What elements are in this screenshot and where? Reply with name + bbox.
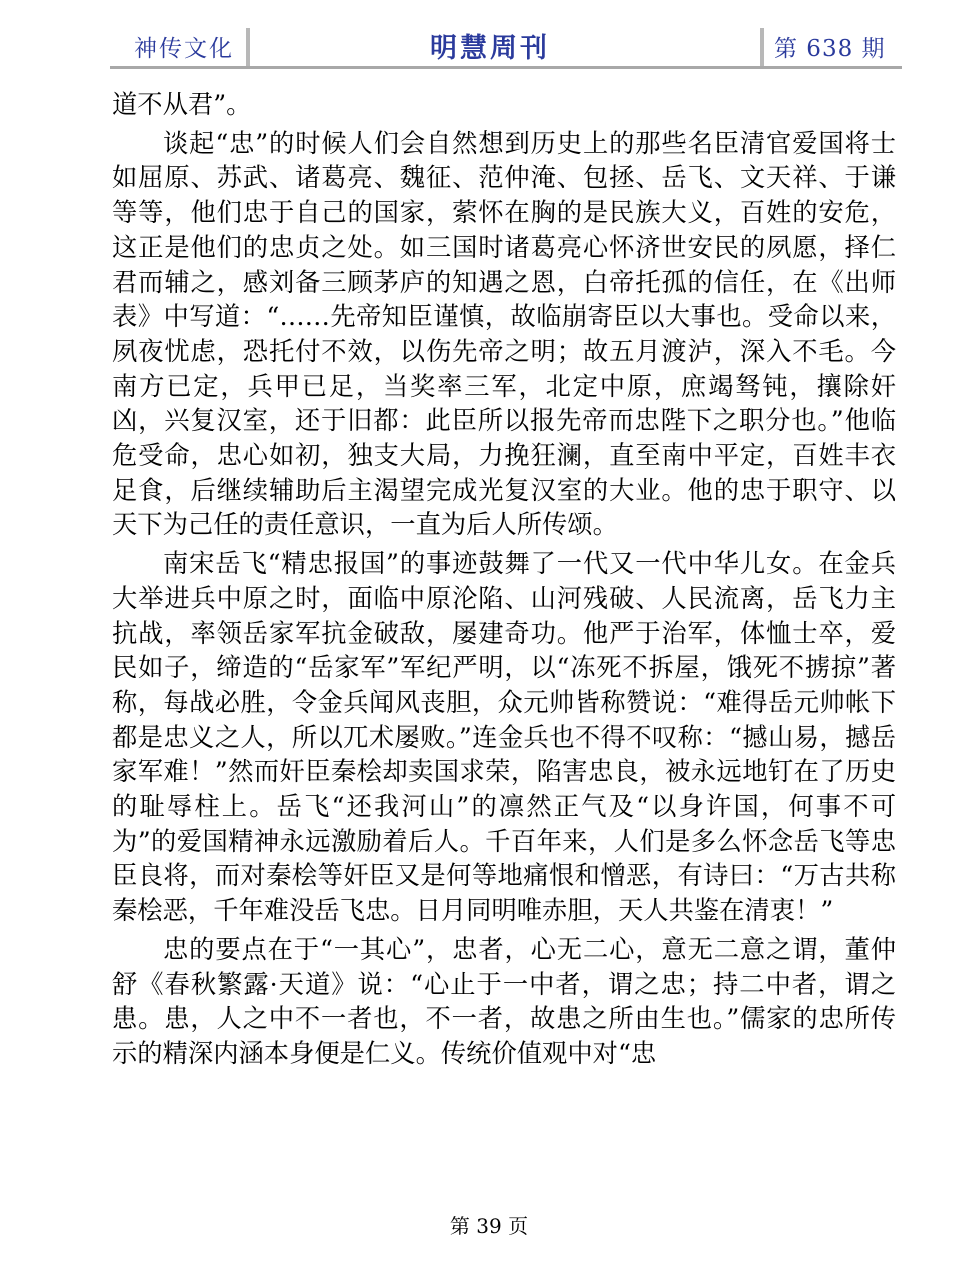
header-divider-right xyxy=(760,28,764,66)
page-number: 第 39 页 xyxy=(449,1214,529,1238)
paragraph: 忠的要点在于“一其心”，忠者，心无二心，意无二意之谓，董仲舒《春秋繁露·天道》说：“心止于一中者，谓之忠；持二中者，谓之患。患，人之中不一者也，不一者，故患之所由生也。”儒家的忠所传示的精深内涵本身便是仁义。传统价值观中对“忠 xyxy=(112,934,896,1068)
paragraph: 谈起“忠”的时候人们会自然想到历史上的那些名臣清官爱国将士如屈原、苏武、诸葛亮、魏征、范仲淹、包拯、岳飞、文天祥、于谦等等，他们忠于自己的国家，萦怀在胸的是民族大义，百姓的安危，这正是他们的忠贞之处。如三国时诸葛亮心怀济世安民的夙愿，择仁君而辅之，感刘备三顾茅庐的知遇之恩，白帝托孤的信任，在《出师表》中写道：“……先帝知臣谨慎，故临崩寄臣以大事也。受命以来，夙夜忧虑，恐托付不效，以伤先帝之明；故五月渡泸，深入不毛。今南方已定，兵甲已足，当奖率三军，北定中原，庶竭驽钝，攘除奸凶，兴复汉室，还于旧都：此臣所以报先帝而忠陛下之职分也。”他临危受命，忠心如初，独支大局，力挽狂澜，直至南中平定，百姓丰衣足食，后继续辅助后主渴望完成光复汉室的大业。他的忠于职守、以天下为己任的责任意识，一直为后人所传颂。 xyxy=(112,128,896,540)
header-divider-left xyxy=(246,28,250,66)
paragraph: 南宋岳飞“精忠报国”的事迹鼓舞了一代又一代中华儿女。在金兵大举进兵中原之时，面临中原沦陷、山河残破、人民流离，岳飞力主抗战，率领岳家军抗金破敌，屡建奇功。他严于治军，体恤士卒，爱民如子，缔造的“岳家军”军纪严明，以“冻死不拆屋，饿死不掳掠”著称，每战必胜，令金兵闻风丧胆，众元帅皆称赞说：“难得岳元帅帐下都是忠义之人，所以兀术屡败。”连金兵也不得不叹称：“撼山易，撼岳家军难！”然而奸臣秦桧却卖国求荣，陷害忠良，被永远地钉在了历史的耻辱柱上。岳飞“还我河山”的凛然正气及“以身许国，何事不可为”的爱国精神永远激励着后人。千百年来，人们是多么怀念岳飞等忠臣良将，而对秦桧等奸臣又是何等地痛恨和憎恶，有诗曰：“万古共称秦桧恶，千年难没岳飞忠。日月同明唯赤胆，天人共鉴在清衷！” xyxy=(112,549,896,926)
publication-title: 明慧周刊 xyxy=(430,33,550,64)
header-rule xyxy=(110,66,902,69)
article-body xyxy=(112,88,896,1076)
issue-number: 第 638 期 xyxy=(774,36,886,62)
page-header xyxy=(110,20,902,70)
section-title: 神传文化 xyxy=(134,36,234,62)
paragraph-continued: 道不从君”。 xyxy=(112,90,252,119)
